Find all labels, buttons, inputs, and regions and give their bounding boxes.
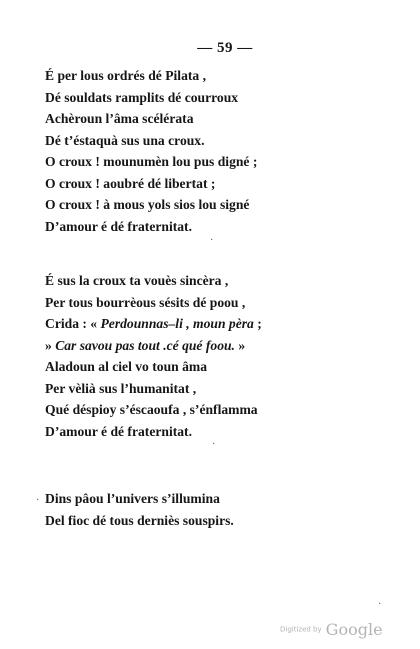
verse-line: É sus la croux ta vouès sincèra , (45, 273, 229, 288)
google-logo: Google (325, 620, 383, 639)
verse-line: O croux ! aoubré dé libertat ; (45, 175, 216, 191)
verse-line: O croux ! mounumèn lou pus digné ; (45, 154, 258, 169)
stanza-1 (45, 65, 257, 237)
verse-line: D’amour é dé fraternitat. (45, 423, 192, 439)
verse-line: » Car savou pas tout .cé qué foou. » (45, 337, 246, 353)
verse-line: Dins pâou l’univers s’illumina (45, 491, 220, 506)
verse-line: D’amour é dé fraternitat. (45, 218, 192, 234)
print-speck: · (210, 235, 214, 246)
verse-line: Crida : « Perdounnas–li , moun pèra ; (45, 316, 262, 331)
stanza-2 (45, 270, 262, 442)
verse-line: Per tous bourrèous sésits dé poou , (45, 294, 246, 310)
stanza-3 (45, 488, 234, 531)
verse-line: Aladoun al ciel vo toun âma (45, 359, 208, 374)
verse-line: Dé t’éstaquà sus una croux. (45, 132, 205, 148)
digitized-by-google-watermark (280, 620, 383, 639)
print-speck: · (36, 495, 40, 506)
print-speck: · (212, 439, 216, 450)
verse-line: Qué déspioy s’éscaoufa , s’énflamma (45, 402, 258, 417)
page-number: — 59 — (197, 40, 253, 56)
verse-line: O croux ! à mous yols sios lou signé (45, 197, 250, 212)
watermark-prefix: Digitized by (280, 625, 322, 634)
verse-line: Del fioc dé tous derniès souspirs. (45, 512, 234, 528)
verse-line: Dé souldats ramplits dé courroux (45, 89, 239, 105)
print-speck: · (378, 599, 382, 610)
verse-line: Achèroun l’âma scélérata (45, 111, 194, 126)
verse-line: Per vèlià sus l’humanitat , (45, 380, 197, 396)
verse-line: É per lous ordrés dé Pilata , (45, 68, 206, 83)
